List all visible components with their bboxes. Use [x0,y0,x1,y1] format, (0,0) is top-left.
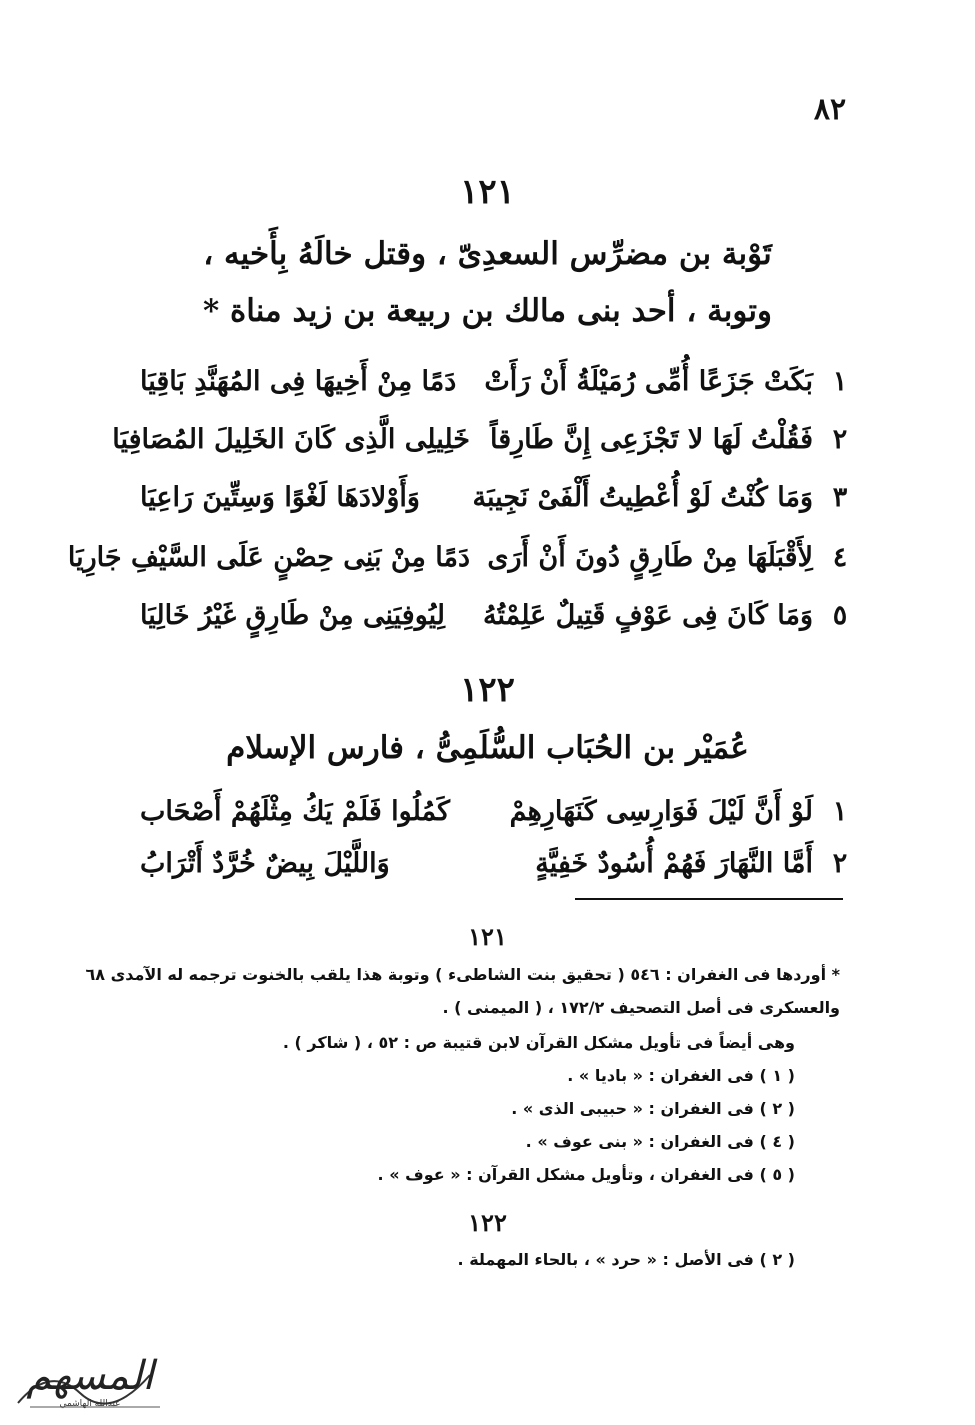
verse [140,790,855,846]
verse-second-hemistich: دَمًا مِنْ بَنِى حِصْنٍ عَلَى السَّيْفِ جَارِيَا [67,542,470,573]
verse [140,842,855,898]
verse-number: ١ [832,366,848,397]
poem-heading-line: وتوبة ، أحد بنى مالك بن ربيعة بن زيد مناة * [203,293,772,329]
footnote-line: ( ٢ ) فى الأصل : « حرد » ، بالحاء المهملة . [457,1250,795,1269]
verse [112,418,855,474]
verse [140,476,855,532]
verse-number: ١ [832,796,848,827]
verse-second-hemistich: خَلِيلِى الَّذِى كَانَ الخَلِيلَ المُصَافِيَا [112,424,470,455]
verse [140,360,855,416]
verse-first-hemistich: وَمَا كَانَ فِى عَوْفٍ قَتِيلٌ عَلِمْتُهُ [482,600,813,631]
verse-second-hemistich: لِيُوفِيَنِى مِنْ طَارِقٍ غَيْرُ خَالِيَا [140,600,446,631]
page-number: ٨٢ [813,92,847,127]
footnote-section-number: ١٢١ [468,922,507,951]
verse-first-hemistich: فَقُلْتُ لَهَا لا تَجْزَعِى إِنَّ طَارِقاً [490,424,813,455]
footnote-line: ( ٢ ) فى الغفران : « حبيبى الذى » . [511,1099,795,1118]
verse-number: ٢ [832,848,848,879]
verse-number: ٤ [832,542,848,573]
poem-number: ١٢٢ [460,670,515,710]
footnote-line: ( ٤ ) فى الغفران : « بنى عوف » . [525,1132,795,1151]
poem-heading-line: تَوْبة بن مضرِّس السعدِىّ ، وقتل خالَهُ بِأَخيه ، [203,236,772,272]
footnote-section-number: ١٢٢ [468,1208,507,1237]
verse-first-hemistich: أَمَّا النَّهَارَ فَهُمْ أُسُودٌ خَفِيَّةٍ [535,848,813,879]
verse-number: ٥ [832,600,848,631]
footnote-line: وهى أيضاً فى تأويل مشكل القرآن لابن قتيبة ص : ٥٢ ، ( شاكر ) . [282,1033,795,1052]
verse-first-hemistich: لِأَقْبَلَهَا مِنْ طَارِقٍ دُونَ أَنْ أَرَى [487,542,813,573]
footnote-line: والعسكرى فى أصل التصحيف ١٧٢/٢ ، ( الميمنى ) . [442,998,840,1017]
footnote-line: ( ١ ) فى الغفران : « باديا » . [567,1066,795,1085]
library-logo [10,1345,170,1415]
verse-second-hemistich: وَأَوْلادَهَا لَغْوًا وَسِتِّينَ رَاعِيَا [140,482,420,513]
verse-number: ٣ [832,482,848,513]
verse-first-hemistich: وَمَا كُنْتُ لَوْ أُعْطِيتُ أَلْفَىْ نَجِيبَة [472,482,813,513]
verse-first-hemistich: لَوْ أَنَّ لَيْلَ فَوَارِسِى كَنَهَارِهِمْ [509,796,813,827]
logo-text: المسهم [26,1353,154,1399]
verse-second-hemistich: كَمُلُوا فَلَمْ يَكُ مِثْلَهُمْ أَصْحَاب [140,796,450,827]
footnote-line: ( ٥ ) فى الغفران ، وتأويل مشكل القرآن : « عوف » . [377,1165,795,1184]
logo-subtext: عبدالله الهاشمي [59,1399,121,1409]
verse-second-hemistich: وَاللَّيْلَ بِيضٌ خُرَّدٌ أَتْرَابُ [140,848,390,879]
footnote-line: * أوردها فى الغفران : ٥٤٦ ( تحقيق بنت الشاطىء ) وتوبة هذا يلقب بالخنوت ترجمه له الآمدى ٦٨ [85,965,840,984]
verse-second-hemistich: دَمًا مِنْ أَخِيهَا فِى المُهَنَّدِ بَاقِيَا [140,366,457,397]
verse [67,536,855,592]
footnote-separator [575,898,843,900]
verse-number: ٢ [832,424,848,455]
poem-number: ١٢١ [460,172,515,212]
verse [140,594,855,650]
verse-first-hemistich: بَكَتْ جَزَعًا أُمِّى رُمَيْلَةُ أَنْ رَأَتْ [484,366,813,397]
poem-heading-line: عُمَيْر بن الحُبَاب السُّلَمِىُّ ، فارس الإسلام [226,730,749,766]
